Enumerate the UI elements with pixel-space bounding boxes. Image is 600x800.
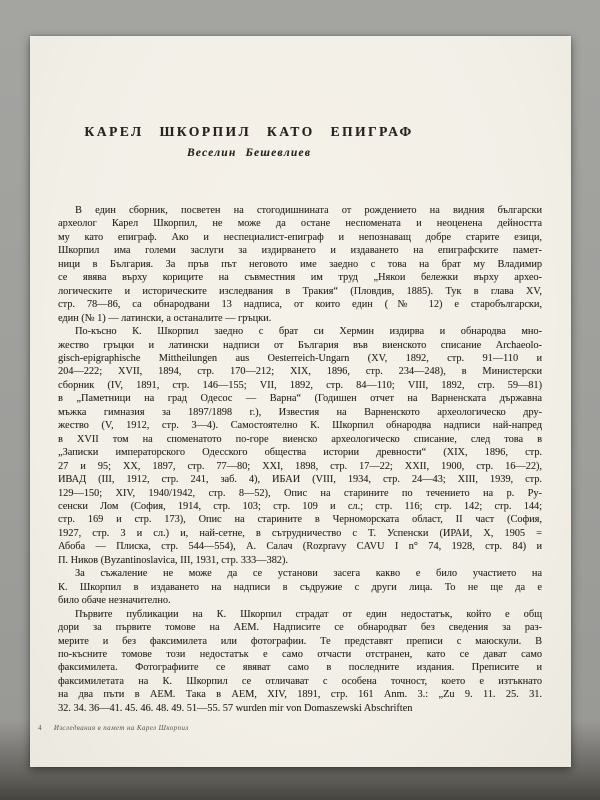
paragraph bbox=[58, 567, 542, 607]
text-line: П. Ников (Byzantinoslavica, III, 1931, стр. 333—382). bbox=[58, 554, 288, 566]
author-byline: Веселин Бешевлиев bbox=[186, 147, 312, 159]
footer-series-title: Изследвания в памет на Карел Шкорпил bbox=[53, 724, 189, 732]
text-line: „Записки императорского Одесского общества истории древности“ (XIX, 1896, стр. bbox=[58, 447, 542, 459]
text-line: За съжаление не може да се установи засега какво е било участието на bbox=[75, 568, 542, 580]
text-line: по-късните томове този недостатък е само отчасти отстранен, като се дават само bbox=[58, 648, 542, 660]
paragraph bbox=[58, 204, 542, 325]
text-line: му като епиграф. Ако и неспециалист-епиграф и непознаващ добре старите езици, bbox=[58, 231, 542, 243]
page-signature-number: 4 bbox=[38, 724, 42, 732]
text-line: 27 и 95; XX, 1897, стр. 77—80; XXI, 1898, стр. 17—22; XXII, 1900, стр. 16—22), bbox=[58, 460, 542, 472]
text-line: сборник (IV, 1891, стр. 146—155; VII, 1892, стр. 84—110; VIII, 1892, стр. 59—81) bbox=[58, 379, 542, 391]
text-line: се явява върху кориците на съвместния им труд „Някои бележки върху архео- bbox=[58, 272, 542, 284]
page-content bbox=[30, 124, 571, 715]
text-line: логическите и историческите изследвания в Тракия“ (Пловдив, 1885). Тук в глава XV, bbox=[58, 285, 542, 297]
text-line: в „Паметници на град Одесос — Варна“ (Годишен отчет на Варненската държавна bbox=[58, 393, 542, 405]
text-line: gisch-epigraphische Mittheilungen aus Oesterreich-Ungarn (XV, 1892, стр. 91—110 и bbox=[58, 352, 542, 364]
text-line: факсимилета. Фотографиите се явяват само в последните издания. Преписите и bbox=[58, 662, 542, 674]
text-line: К. Шкорпил в издаването на надписи в съдружие с други лица. То не ще да е bbox=[58, 581, 542, 593]
text-line: ници в България. За пръв път неговото име заедно с това на брат му Владимир bbox=[58, 258, 542, 270]
text-line: 204—222; XVII, 1894, стр. 170—212; XIX, 1896, стр. 234—248), в Министерски bbox=[58, 366, 542, 378]
text-line: 32. 34. 36—41. 45. 46. 48. 49. 51—55. 57 wurden mir von Domaszewski Abschriften bbox=[58, 702, 413, 714]
text-line: жество гръцки и латински надписи от България във виенското списание Archaeolo- bbox=[58, 339, 542, 351]
page-footer bbox=[38, 724, 189, 732]
text-line: Шкорпил има големи заслуги за издирването и издаването на епиграфските памет- bbox=[58, 245, 542, 257]
text-line: мъжка гимназия за 1897/1898 г.), Известия на Варненското археологическо дру- bbox=[58, 406, 542, 418]
text-line: мерите и без факсимилета или фотографии. Те представят преписи с маюскули. В bbox=[58, 635, 542, 647]
text-line: Абоба — Плиска, стр. 544—554), А. Салач (Rozpravy CAVU I n° 74, 1928, стр. 84) и bbox=[58, 541, 542, 553]
text-line: стр. 78—86, са обнародвани 13 надписа, от които един (№ 12) е старобългарски, bbox=[58, 299, 542, 311]
text-line: ИВАД (III, 1912, стр. 241, заб. 4), ИБАИ (VIII, 1934, стр. 24—43; XIII, 1939, стр. bbox=[58, 474, 542, 486]
text-line: В един сборник, посветен на стогодишнината от рождението на видния български bbox=[75, 205, 542, 216]
paragraph bbox=[58, 325, 542, 567]
article-body bbox=[58, 204, 542, 715]
text-line: 129—150; XIV, 1940/1942, стр. 8—52), Опис на старините по течението на р. Ру- bbox=[58, 487, 542, 499]
paragraph bbox=[58, 608, 542, 716]
text-line: жество (V, 1912, стр. 3—4). Самостоятелно К. Шкорпил обнародва надписи най-напред bbox=[58, 420, 542, 432]
text-line: един (№ 1) — латински, а останалите — гръцки. bbox=[58, 312, 272, 324]
book-page bbox=[30, 36, 571, 767]
text-line: 1927, стр. 3 и сл.) и, най-сетне, в сътрудничество с Т. Успенски (ИРАИ, X, 1905 = bbox=[58, 527, 542, 539]
text-line: Първите публикации на К. Шкорпил страдат от един недостатък, който е общ bbox=[75, 608, 542, 620]
text-line: в XVII том на споменатото по-горе виенско археологическо списание, след това в bbox=[58, 433, 542, 445]
text-line: факсимилетата на К. Шкорпил се отличават с особена точност, което е изтъкнато bbox=[58, 675, 542, 687]
text-line: По-късно К. Шкорпил заедно с брат си Хермин издирва и обнародва мно- bbox=[75, 326, 542, 338]
text-line: било обаче незначително. bbox=[58, 595, 171, 607]
text-line: на два пъти в АЕМ. Така в АЕМ, XIV, 1891, стр. 161 Anm. 3.: „Zu 9. 11. 25. 31. bbox=[58, 689, 542, 701]
text-line: сенски Лом (София, 1914, стр. 103; стр. 109 и сл.; стр. 116; стр. 142; стр. 144; bbox=[58, 500, 542, 512]
text-line: стр. 169 и стр. 173), Опис на старините в Черноморската област, II част (София, bbox=[58, 514, 542, 526]
text-line: дори за първите томове на АЕМ. Надписите се обнародват без сведения за раз- bbox=[58, 622, 542, 634]
article-heading bbox=[58, 124, 440, 159]
text-line: археолог Карел Шкорпил, не може да остане неспомената и неоценена дейността bbox=[58, 218, 542, 230]
article-title: КАРЕЛ ШКОРПИЛ КАТО ЕПИГРАФ bbox=[84, 124, 414, 139]
